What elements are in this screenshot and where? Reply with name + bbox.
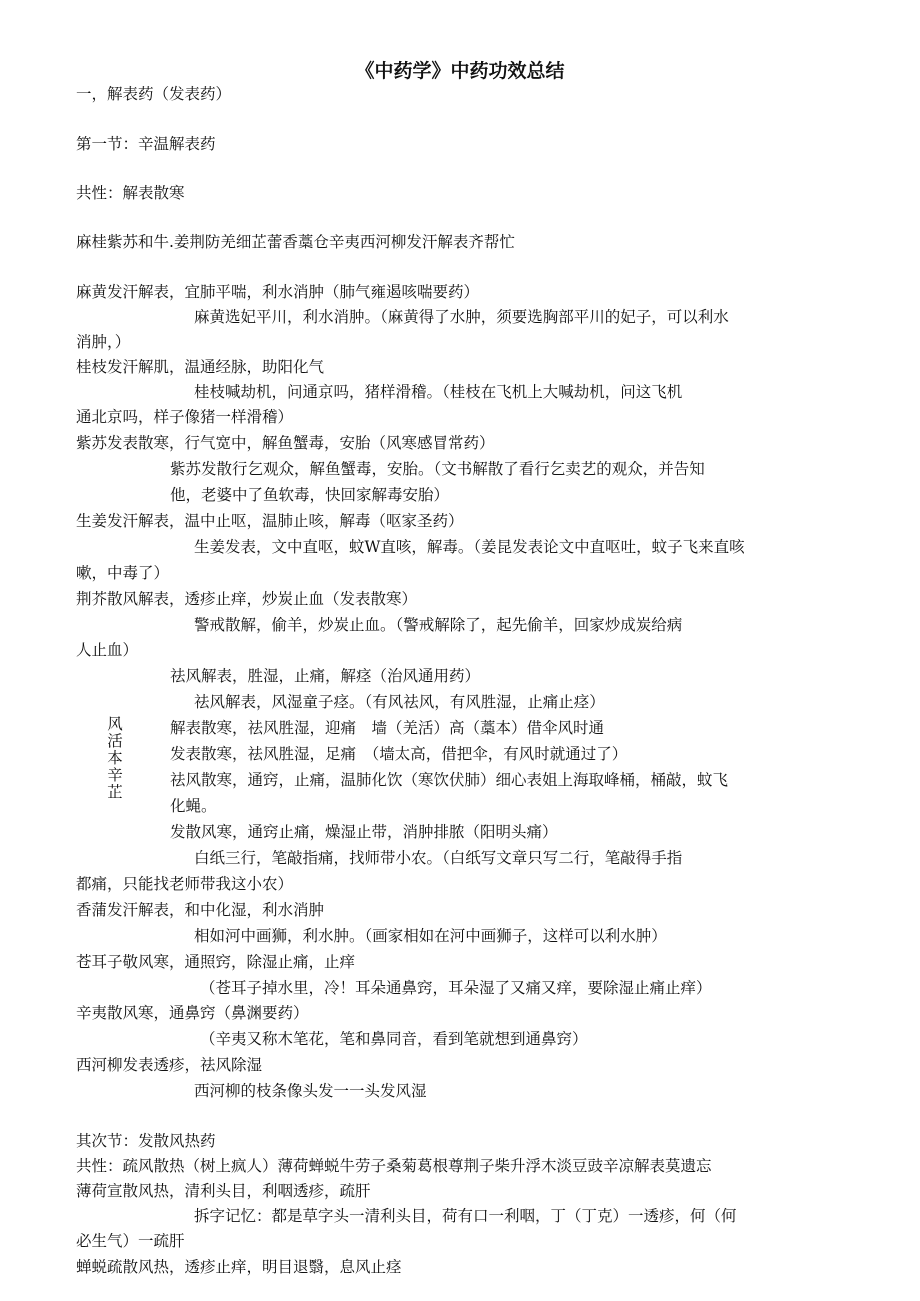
herb-entry: 薄荷宣散风热，清利头目，利咽透疹，疏肝 (76, 1182, 371, 1200)
herb-mnemonic-cont: 他，老婆中了鱼软毒，快回家解毒安胎） (170, 486, 450, 504)
herb-mnemonic: 麻黄选妃平川，利水消肿。（麻黄得了水肿，须要选胸部平川的妃子，可以利水 (194, 308, 729, 326)
herb-mnemonic-cont: 都痛，只能找老师带我这小农） (76, 875, 294, 893)
herb-entry: 辛夷散风寒，通鼻窍（鼻渊要药） (76, 1004, 309, 1022)
commonality-line: 共性：解表散寒 (76, 184, 185, 202)
section-heading: 一，解表药（发表药） (76, 85, 232, 103)
herb-mnemonic: 祛风解表，风湿童子痉。（有风祛风，有风胜湿，止痛止痉） (194, 693, 605, 711)
side-herb-column (104, 716, 126, 801)
side-herb: 辛 (107, 766, 123, 784)
side-herb: 芷 (107, 783, 123, 801)
herb-entry: 生姜发汗解表，温中止呕，温肺止咳，解毒（呕家圣药） (76, 512, 464, 530)
herb-mnemonic: 白纸三行，笔敲指痛，找师带小农。（白纸写文章只写二行，笔敲得手指 (194, 849, 683, 867)
herb-mnemonic: （苍耳子掉水里，冷！耳朵通鼻窍，耳朵湿了又痛又痒，要除湿止痛止痒） (200, 979, 712, 997)
herb-entry: 发散风寒，通窍止痛，燥湿止带，消肿排脓（阳明头痛） (170, 823, 558, 841)
side-herb: 活 (107, 732, 123, 750)
herb-mnemonic: 桂枝喊劫机，问通京吗，猪样滑稽。（桂枝在飞机上大喊劫机，问这飞机 (194, 383, 683, 401)
herb-mnemonic: 警戒散解，偷羊，炒炭止血。（警戒解除了，起先偷羊，回家炒成炭给病 (194, 616, 683, 634)
herb-entry: 解表散寒，祛风胜湿，迎痛 墙（羌活）高（藁本）借伞风时通 (170, 719, 605, 737)
herb-mnemonic: 生姜发表，文中直呕，蚊W直咳，解毒。（姜昆发表论文中直呕吐，蚊子飞来直咳 (194, 538, 745, 556)
subsection-heading: 第一节：辛温解表药 (76, 135, 216, 153)
commonality-line: 共性：疏风散热（树上疯人）薄荷蝉蜕牛劳子桑菊葛根尊荆子柴升浮木淡豆豉辛凉解表莫遗忘 (76, 1157, 712, 1175)
herb-entry: 苍耳子敬风寒，通照窍，除湿止痛，止痒 (76, 953, 356, 971)
herb-entry: 发表散寒，祛风胜湿，足痛 （墙太高，借把伞，有风时就通过了） (170, 745, 628, 763)
herb-mnemonic: 西河柳的枝条像头发一一头发风湿 (194, 1082, 427, 1100)
herb-entry: 香蒲发汗解表，和中化湿，利水消肿 (76, 901, 325, 919)
herb-entry-cont: 化蝇。 (170, 797, 217, 815)
herb-entry: 桂枝发汗解肌，温通经脉，助阳化气 (76, 358, 325, 376)
herb-mnemonic: （辛夷又称木笔花，笔和鼻同音，看到笔就想到通鼻窍） (200, 1030, 588, 1048)
herb-mnemonic-cont: 消肿，） (76, 333, 131, 351)
herb-entry: 祛风解表，胜湿，止痛，解痉（治风通用药） (170, 667, 481, 685)
herb-entry: 西河柳发表透疹，祛风除湿 (76, 1056, 263, 1074)
herb-mnemonic: 紫苏发散行乞观众，解鱼蟹毒，安胎。（文书解散了看行乞卖艺的观众，并告知 (170, 460, 705, 478)
subsection-heading: 其次节：发散风热药 (76, 1132, 216, 1150)
page-title: 《中药学》中药功效总结 (355, 60, 565, 82)
herb-entry: 祛风散寒，通窍，止痛，温肺化饮（寒饮伏肺）细心表姐上海取峰桶，桶敲，蚊飞 (170, 771, 729, 789)
herb-entry: 蝉蜕疏散风热，透疹止痒，明目退翳，息风止痉 (76, 1258, 402, 1276)
herb-mnemonic-cont: 通北京吗，样子像猪一样滑稽） (76, 408, 294, 426)
side-herb: 风 (107, 715, 123, 733)
herb-mnemonic: 相如河中画狮，利水肿。（画家相如在河中画狮子，这样可以利水肿） (194, 927, 667, 945)
mnemonic-line: 麻桂紫苏和牛.姜荆防羌细芷蕾香藁仓辛夷西河柳发汗解表齐帮忙 (76, 233, 515, 251)
herb-entry: 麻黄发汗解表，宜肺平喘，利水消肿（肺气雍遏咳喘要药） (76, 283, 480, 301)
side-herb: 本 (107, 749, 123, 767)
herb-entry: 荆芥散风解表，透疹止痒，炒炭止血（发表散寒） (76, 590, 418, 608)
herb-mnemonic-cont: 嗽，中毒了） (76, 564, 170, 582)
herb-mnemonic-cont: 必生气）一疏肝 (76, 1232, 185, 1250)
herb-entry: 紫苏发表散寒，行气宽中，解鱼蟹毒，安胎（风寒感冒常药） (76, 434, 495, 452)
herb-mnemonic-cont: 人止血） (76, 641, 139, 659)
herb-mnemonic: 拆字记忆：都是草字头一清利头目，荷有口一利咽，丁（丁克）一透疹，何（何 (194, 1207, 737, 1225)
